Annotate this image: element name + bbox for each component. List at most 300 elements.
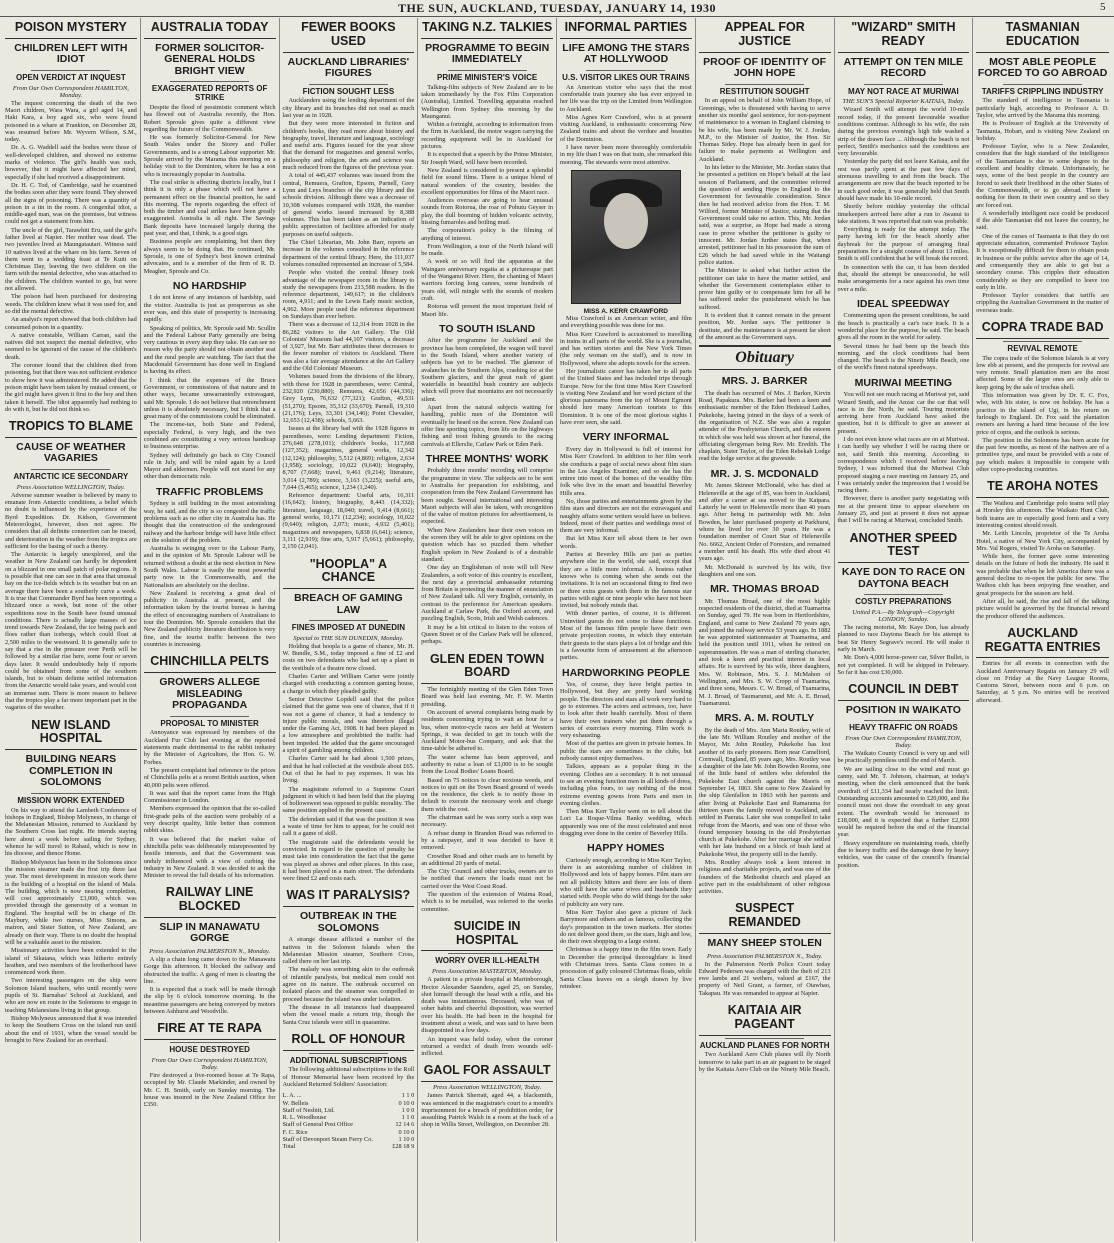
article-headline: FEWER BOOKS USED (283, 18, 415, 53)
divider-rule (864, 720, 943, 721)
article-subdeck: RESTITUTION SOUGHT (719, 86, 810, 96)
dateline: Press Association WELLINGTON, Today. (16, 483, 125, 491)
article-subdeck: AUCKLAND PLANES FOR NORTH (699, 1040, 830, 1050)
article (838, 529, 970, 676)
article-headline: GLEN EDEN TOWN BOARD (421, 650, 553, 685)
article (5, 417, 137, 712)
paragraph: Sydney is still building in the most astonishing way, he said, and the city is so congested the traffic problems such as no other city in Australia has. He thought that the construction of the underground railway and the harbour bridge will have little effect on the solution of the problem. (143, 500, 276, 544)
paragraph: Annoyance was expressed by members of the Auckland Fur Club last evening at the reported statements made detrimental to the rabbit industry by the Minister of Agriculture, the Hon. G. W. Forbes. (143, 729, 276, 766)
paragraph: The water scheme has been approved, and authority to raise a loan of £3,000 is to be sought from the Local Bodies' Loans Board. (421, 753, 553, 776)
article-headline: TROPICS TO BLAME (5, 417, 137, 438)
paragraph: New Zealand is considered to present a splendid field for sound films. There is a unique blend of natural wonders of the country, besides the excellent opportunities for films of the Maori race. (421, 166, 553, 196)
paragraph: Mr. James Skinner McDonald, who has died at Helensville at the age of 85, was born in Auckland, and after a career at sea moved to the Kaipara. Latterly he went to Helensville more than 40 years ago. After being in partnership with Mr. John Bowden, he later purchased property at Parkhurst, where he lived for over 30 years. He was a foundation member of Court Star of Helensville No. 6662, Ancient Order of Foresters, and remained a member until his death. His wife died about 41 years ago. (698, 482, 831, 563)
article (699, 582, 831, 707)
article-subdeck: HOUSE DESTROYED (169, 1045, 250, 1055)
paragraph: In an appeal on behalf of John William Hope, of Greenings, who is threatened with having to serve another six months' gaol sentence, for non-payment of maintenance to a woman in England claiming to be his wife, has been made by Mr. W. J. Jordan, M.P., to the Minister of Justice, the Hon. Sir Thomas Sidey. Hope has already been in gaol for failure to make payments at Wellington and Auckland. (698, 97, 831, 163)
article-body (283, 643, 415, 883)
paragraph: A native constable, William Carran, said the natives did not suspect the mental defective, who seemed to be ignorant of the cause of the children's death. (5, 331, 137, 361)
paragraph: The inquest concerning the death of the two Maori children, Wara Wara, a girl aged 14, and Haki Kara, a boy aged six, who were found poisoned in a whare at Frankton, on December 28, was resumed before Mr. Wyvern Wilson, S.M., today. (5, 99, 137, 144)
article-subdeck: MAY NOT RACE AT MURIWAI (848, 86, 959, 96)
paragraph: But they were more interested in fiction and children's books, they read more about history and biography, travel, literature and language, sociology and useful arts. Figures issued for the year show that the demand for magazines and general works, philosophy and religion, the arts and science was much reduced from the figures of the previous year. (282, 120, 415, 172)
article-subdeck: ADDITIONAL SUBSCRIPTIONS (289, 1055, 407, 1065)
divider-rule (309, 620, 388, 621)
paragraph: Fire destroyed a five-roomed house at Te Rapa, occupied by Mr. Claude Markinder, and owned by Mr. C. H. Smith, early on Sunday morning. The house was insured in the New Zealand Office for £350. (143, 1071, 276, 1109)
dateline: Press Association PALMERSTON N., Today. (706, 952, 823, 960)
article-headline: TASMANIAN EDUCATION (976, 18, 1109, 53)
paragraph: Professor Taylor considers that tariffs are crippling the Australian Government in the matter of overseas trade. (976, 292, 1109, 314)
paragraph: However, there is another party negotiating with me at the present time to appear elsewhere on January 25, and just at present it does not appear that I will be racing at Muriwai, concluded Smith. (837, 495, 970, 525)
paragraph: Issues at the library had with the 1928 figures in parentheses, were: Lending department: Fiction, 276,648 (278,101); children's books, 117,668 (127,352); magazines, general works, 12,342 (12,124); philosophy, 5,512 (4,869); religion, 2,634 (1,958); sociology, 10,022 (9,640); biography, 8,707 (7,668); travel, 9,461 (9,214); literature, 3,014 (2,789); science, 3,163 (3,225); useful arts, 7,644 (5,465); science, 1,234 (1,240). (282, 425, 415, 491)
section-subheading: MR. J. S. MCDONALD (710, 467, 819, 480)
divider-rule (725, 84, 804, 85)
article (144, 485, 276, 648)
paragraph: Miss Crawford is an American writer, and film and everything possible was done for me. (560, 314, 692, 330)
article-headline: SUSPECT REMANDED (699, 899, 831, 934)
paragraph: Several times he had been up the beach this morning, and the clock conditions had been changed. The beach is the Ninety Mile Beach, one of the world's finest natural speedways. (837, 342, 970, 372)
article-body (144, 956, 276, 1015)
article-body (976, 500, 1109, 620)
paragraph: Christmas is a happy time in the film town. Early in December the principal thoroughfare is lined with Christmas trees. Santa Claus comes in a procession of gaily coloured Christmas floats, while Santa Claus leaves on a sleigh drawn by live reindeer. (560, 946, 692, 990)
paragraph: A strange disease afflicted a number of the natives in the Solomon Islands when the Melanesian Mission steamer, Southern Cross, called there on her last trip. (282, 936, 415, 966)
article-headline: "HOOPLA" A CHANCE (283, 555, 415, 590)
paragraph: People who visited the central library took advantage of the newspaper room in the library to study the newspapers from 213,588 readers. In the reference department, 149,617; in the children's room, 4,911; and in the Lewis Eady music section, 4,962. More people used the reference department on Sundays than ever before. (282, 269, 415, 320)
article-headline: KAITAIA AIR PAGEANT (699, 1001, 831, 1036)
section-subheading: MURIWAI MEETING (854, 376, 953, 389)
article-body (699, 1051, 831, 1073)
article-body (421, 467, 553, 645)
article-headline: APPEAL FOR JUSTICE (699, 18, 831, 53)
paragraph: Professor Taylor, who is a New Zealander, considers that the high standard of the intelligence of the Tasmanians is due to some degree to the excellent and healthy climate. Unfortunately, he says, some of the best people in the country are forced to seek their livelihood in the other States of the Commonwealth, or to go abroad. There is nothing for them in their own country and so they are forced out. (976, 143, 1109, 209)
paragraph: Crowther Road and other roads are to benefit by an additional 20 yards of metal. (421, 852, 553, 867)
article (144, 883, 276, 1015)
section-subheading: NO HARDSHIP (172, 279, 247, 292)
table-row (283, 1129, 415, 1136)
paragraph: On account of several complaints being made by residents concerning trying to wait an hour for a bus, when motor-cycle races are held at Western Springs, it was decided to get in touch with the Auckland Motor-bus Company, and ask that the time-table be adhered to. (421, 708, 553, 753)
paragraph: Senior Detective Lopdell said that the police claimed that the game was one of chance, that if it was not a game of chance, it had a tendency to injure public morals, and was therefore illegal under the Gaming Act, 1908. It had been played in a low atmosphere and prohibited the traffic had been impeded. He added that the game encouraged a spirit of gambling among children. (282, 695, 415, 755)
paragraph: Volumes issued from the divisions of the library, with those for 1928 in parentheses, were: Central, 232,920 (230,880); Remuera, 42,656 (44,336); Grey Lynn, 76,632 (77,321); Grafton, 49,531 (51,270); Epsom, 35,312 (33,670); Parnell, 19,310 (21,176); Leys, 33,301 (34,146); Point Chevalier, 12,653 (12,438); schools, 5,663. (282, 373, 415, 425)
article (838, 376, 970, 525)
paragraph: Speaking of politics, Mr. Sproule said Mr. Scullin and the Federal Labour Party generally are being very cautious in every step they take. He can see no reason why the party should not obtain another seat and the rural people are watching. The fact that the Macdonald Government has done well in England is having its effect. (143, 324, 276, 376)
article-headline: "WIZARD" SMITH READY (838, 18, 970, 53)
paragraph: Curiously enough, according to Miss Kerr Taylor, there is an astonishing number of children in Hollywood and lots of happy homes. Film stars are not all publicity hitters and there are lots of them who still have the same wives and husbands they started with. People who do wild things for the sake of publicity are very rare. (560, 856, 692, 908)
paragraph: The Antarctic is largely unexplored, and the weather in New Zealand can hardly be dependent on a blizzard in one small patch of polar regions. It is possible that one can see in that area that unusual bay on the ice-fields which is its weather but on an average there have been a southerly curve a week. It is true that Commander Byrd has been reporting a blizzard once a week, but none of the other expeditions now in the South have found unusual conditions. There is actually large masses of ice trend towards New Zealand, the ice being pack and floes rather than icebergs, which could float at 2,500 miles to the westward. It is generally safe to say that a rise in the pressure over Perth will be followed by a similar rise here, some four or seven days later. It would undoubtedly help if reports could be obtained from some of the southern islands, but to obtain definite settled information from the Antarctic would take years, and would cost an immense sum. There is more reason to believe that the tropics play a far more important part in the vagaries of the weather. (5, 551, 137, 712)
paragraph: Entries for all events in connection with the Auckland Anniversary Regatta on January 29 will close on Friday at the Navy League Rooms, Customs Street, between noon and 6 p.m. on Saturday, at 5 p.m. No entries will be received afterward. (976, 660, 1109, 704)
paragraph: Charles Carter said he had about 1,500 prizes, and that he had collected at the vestibule about £65. Out of that he had to pay expenses. It was his living. (282, 755, 415, 785)
article (144, 18, 276, 275)
article-subdeck: WORRY OVER ILL-HEALTH (435, 956, 540, 966)
divider-rule (864, 594, 943, 595)
article-deck: LIFE AMONG THE STARS AT HOLLYWOOD (562, 41, 690, 66)
article (283, 1030, 415, 1088)
paragraph: Mr. Thomas Broad, one of the most highly respected residents of the district, died at Tuamarina on Sunday, aged 79. He was born in Hertfordshire, England, and came to New Zealand 70 years ago, and joined the railway service 53 years ago. In 1882 he was appointed stationmaster at Tuamarina, and held the position until 1911, when he retired on superannuation. He was a man of sterling character, and took a keen and practical interest in local affairs. He is survived by his wife, three daughters, Mrs. W. Robinson, Mrs. S. J. McMahon of Wellington, and Mrs. S. W. Cropp of Tuamarina, and three sons, Messrs. C. W. Broad, of Tuamarina, M. J. Broad, of Taumarunui, and Mr. A. E. Broad, Tuamarunui. (698, 597, 831, 707)
article-body (838, 106, 970, 292)
paragraph: Based on 75 notices to clear noxious weeds, and notices to quit on the Town Board ground of weeds on the residence, the clerk is to notify those in default to execute the necessary work and charge them with the cost. (421, 776, 553, 813)
paragraph: While here, the former gave some interesting details on the future of both the industry. He said it was probable that when he left America there was a general decline to re-open the public for new. The Waihou club has been enjoying fine weather, and great prospects for the season are held. (976, 553, 1109, 597)
paragraph: Reference department: Useful arts, 16,311 (16,642); history, biography, 8,443 (14,332); literature, language, 18,040; travel, 9,414 (8,661); general works, 10,171 (12,234); sociology, 10,022 (9,640); religion, 2,073; music, 4,932 (5,401); magazines and newspapers, 6,838 (6,641); science, 3,111 (2,919); fine arts, 5,917 (5,661); philosophy, 2,150 (2,041). (282, 492, 415, 551)
paragraph: On his way to attend the Lambeth Conference of bishops in England, Bishop Molyneux, in charge of the Melanesian Mission, returned to Auckland by the Southern Cross last night. He intends staying here about a week before sailing for Sydney, whence he will travel to Rabaul, which is now in his diocese, and thence Home. (5, 806, 137, 858)
article-body (5, 807, 137, 1045)
subscription-amount: 1 1 0 (401, 1092, 415, 1100)
paragraph: By the death of Mrs. Ann Maria Routley, wife of the late Mr. William Routley and mother of the Mayor, Mr. John Routley, Pukekohe has lost another of its early pioneers. Born near Camelford, Cornwall, England, 85 years ago, Mrs. Routley was a daughter of the late Mr. John Bowden Rooms, one of the little band of settlers who defended the Pukekohe East church against the Maoris on September 14, 1863. She came to New Zealand by the ship Glenfallon in 1863 with her parents and after living at Pukekohe East and Ramarama for thirteen years the family moved to Auckland, and settled in Paerata. Later she was compelled to take refuge from the Maoris, and was one of those who found temporary housing in the old Presbyterian church at Pukekohe. After her marriage she settled with her late husband on a block of bush land at Pukekohe West, the property still in the family. (698, 726, 831, 858)
article-body (976, 97, 1109, 314)
article-deck: KAYE DON TO RACE ON DAYTONA BEACH (841, 566, 965, 590)
paragraph: Heavy expenditure on maintaining roads, chiefly due to heavy traffic and the damage done by heavy vehicles, was the cause of the council's financial position. (837, 839, 970, 869)
article-body (144, 104, 276, 275)
paragraph: Missionary activities have been extended to the island of Sikaiana, which was hitherto entirely heathen, and two members of the brotherhood have commenced work there. (5, 947, 137, 977)
article (283, 18, 415, 551)
paragraph: The malady was something akin to the outbreak of infantile paralysis, but medical men could not agree on its nature. The outbreak occurred on isolated places and the steamer was compelled to proceed because the island was under isolation. (282, 966, 415, 1003)
article-body (283, 97, 415, 550)
paragraph: After all, he said, the rise and fall of the talking picture would be governed by the financial reward the producer offered the audiences. (976, 597, 1109, 620)
section-subheading: TO SOUTH ISLAND (439, 322, 536, 335)
paragraph: James Patrick Sherratt, aged 44, a blacksmith, was sentenced in the magistrate's court to a month's imprisonment for a breach of prohibition order, for assaulting Patrick Walsh in a room at the back of a shop in Willis Street, Wellington, on December 28. (421, 1092, 553, 1129)
paragraph: With dinner parties, of course, it is different. Uninvited guests do not come to these functions. Most of the famous film people have their own private projection rooms, in which they entertain their guests to the stars plays a lot of bridge and this is a favourite form of amusement at the afternoon parties. (560, 610, 692, 662)
column-2 (141, 18, 280, 1241)
article-deck: CHILDREN LEFT WITH IDIOT (14, 41, 128, 66)
section-subheading: TRAFFIC PROBLEMS (155, 485, 264, 498)
article-body (976, 660, 1109, 704)
article-headline: ROLL OF HONOUR (283, 1030, 415, 1051)
article-body (283, 936, 415, 1026)
portrait-photo (571, 170, 681, 304)
divider-rule (31, 70, 110, 71)
paragraph: Then Miss Kerr Taylor went on to tell about the Lori La Roque-Vilma Banky wedding, which apparently was one of the most celebrated and most dragging ever done in the centre of Beverley Hills. (560, 808, 692, 837)
subscriber-name: Staff of Nesbitt, Ltd. (282, 1106, 335, 1114)
paragraph: Two Auckland Aero Club planes will fly North tomorrow to take part in an air pageant to be staged by the Kaitaia Aero Club on the Ninety Mile Beach. (698, 1051, 831, 1073)
paragraph: Commenting upon the present conditions, he said the beach is practically a car's race track. It is a wonderful place for the purpose, he said. The beach gives all the room in the world for safety. (837, 312, 970, 342)
section-subheading: THREE MONTHS' WORK (425, 452, 549, 465)
table-row (283, 1114, 415, 1121)
article-body (144, 729, 276, 879)
article-deck: SLIP IN MANAWATU GORGE (159, 920, 260, 945)
paragraph: The following additional subscriptions to the Roll of Honour Memorial have been received by the Auckland Returned Soldiers' Association: (282, 1066, 415, 1088)
article (144, 279, 276, 481)
paragraph: A slip a chain long came down to the Manawatu Gorge this afternoon. It blocked the railway and obstructed the traffic. A gang of men is clearing the line. (143, 955, 276, 985)
paragraph: Despite the flood of pessimistic comment which has flowed out of Australia recently, the Hon. Robert Sproule gives quite a different view regarding the future of the Commonwealth. (143, 103, 276, 133)
paragraph: A total of 445,437 volumes was issued from the central, Remuera, Grafton, Epsom, Parnell, Grey Lynn and Leys branches of the city library and the schools division. Although there was a decrease of 10,308 volumes compared with 1928, the number of general works issued increased by 8,388 volumes. This has been taken as an indication of public appreciation of facilities afforded for study purposes on useful subjects. (282, 172, 415, 238)
article-subdeck: TARIFFS CRIPPLING INDUSTRY (981, 86, 1104, 96)
article-headline: FIRE AT TE RAPA (144, 1019, 276, 1040)
article-headline: TE AROHA NOTES (976, 477, 1109, 498)
paragraph: Everything is ready for the attempt today. The party having left for the beach shortly after daybreak for the purpose of arranging final preparations for a straight course of about 13 miles. Smith is still confident that he will break the record. (837, 226, 970, 263)
article (838, 680, 970, 869)
divider-rule (864, 84, 943, 85)
article-headline: SUICIDE IN HOSPITAL (421, 917, 553, 952)
paragraph: Two interesting passengers on the ship were Solomon Island teachers, who until recently were pupils of St. Barnabas' School at Auckland, and who are now en route to the Solomons to engage in teaching Melanesians living in that group. (5, 977, 137, 1014)
article-body (838, 391, 970, 524)
paragraph: The defendant said if that was the position it was a waste of time for him to appear, for he could not call it a game of skill. (282, 815, 415, 838)
article (699, 467, 831, 578)
paragraph: Talkies, appears as a popular thing in the evening. Clothes are a secondary. It is not unusual to see an evening function men in all kinds of dress, including plus fours, to say nothing of the most extreme evening gowns from Paris and men in evening clothes. (560, 763, 692, 807)
paragraph: The racing motorist, Mr. Kaye Don, has already planned to race Daytona Beach for his attempt to beat Sir Henry Segrave's record. He will make it early in March. (837, 624, 970, 653)
paragraph: The copra trade of the Solomon Islands is at very low ebb at present, and the prospects for revival are very remote. Small plantation men are the most affected. Some of the larger ones are only able to keep going by the sale of trochus shell. (976, 354, 1109, 391)
article-subdeck: PROPOSAL TO MINISTER (160, 718, 259, 728)
article-body (421, 686, 553, 913)
article (976, 18, 1109, 314)
article-deck: GROWERS ALLEGE MISLEADING PROPAGANDA (159, 676, 260, 712)
article (699, 899, 831, 997)
subscription-amount: 1 0 0 (401, 1106, 415, 1114)
article (283, 555, 415, 883)
paragraph: A patient in a private hospital at Martinborough, Hector Alexander Saunders, aged 25, on Sunday, shot himself through the head with a rifle, and his death was instantaneous. Deceased, who was of sober habits and cheerful disposition, was worried over his health. He had been in the hospital for treatment about a week, and was said to have been disappointed in a few days. (421, 976, 553, 1035)
article-body (421, 976, 553, 1057)
divider-rule (170, 81, 249, 82)
section-subheading: IDEAL SPEEDWAY (856, 297, 950, 310)
divider-rule (586, 70, 665, 71)
dateline: From Our Own Correspondent HAMILTON, Today. (845, 735, 962, 750)
table-row (283, 1092, 415, 1099)
paragraph: There was a decrease of 12,314 from 1928 in the 86,282 visitors to the Art Gallery. The Old Colonists' Museum had 44,107 visitors, a decrease of 3,927, but Mr. Barr attributes these decreases to the fewer number of visitors to Auckland. There was also a fair average attendance at the Art Gallery and the Old Colonists' Museum. (282, 321, 415, 373)
paragraph: An inquest was held today, when the coroner returned a verdict of death from wounds self-inflicted. (421, 1035, 553, 1058)
subscription-amount: 1 10 0 (398, 1136, 415, 1144)
article (421, 322, 553, 448)
article-deck: AUCKLAND LIBRARIES' FIGURES (287, 55, 410, 80)
paragraph: Miss Agnes Kerr Crawford, who is at present visiting Auckland, is enthusiastic concerning New Zealand trains and about the verdure and beauties of the Dominion. (560, 113, 692, 143)
paragraph: It was said that the report came from the High Commissioner in London. (143, 789, 276, 805)
article (5, 716, 137, 1044)
paragraph: The question of the extension of Waima Road, which is to be metalled, was referred to the works committee. (421, 891, 553, 913)
article-subdeck: FICTION SOUGHT LESS (302, 86, 395, 96)
article-deck: CAUSE OF WEATHER VAGARIES (16, 440, 126, 465)
paragraph: Business people are complaining, but then they always seem to be doing that. He continued, Mr. Sproule, is one of Sydney's best known criminal advocates, and is a member of the firm of R. D. Meagher, Sproule and Co. (143, 238, 276, 275)
article-body (5, 100, 137, 413)
article-body (699, 727, 831, 896)
paragraph: Mr. Leith Lincoln, proprietor of the Te Aroha Hotel, a native of New York City, accompanied by Mrs. Val Rogers, visited Te Aroha on Saturday. (976, 530, 1109, 552)
subscriber-name: F. C. Rice (282, 1128, 308, 1136)
article (699, 345, 831, 370)
article (699, 18, 831, 341)
article-headline: AUSTRALIA TODAY (144, 18, 276, 39)
article (144, 652, 276, 879)
article-body (976, 355, 1109, 474)
obituary-heading: Obituary (699, 345, 831, 370)
paragraph: Aucklanders using the lending department of the city library and its branches did not read as much last year as in 1928. (282, 97, 415, 119)
paragraph: The income-tax, both State and Federal, especially Federal, is very high, and the two combined are constituting a very serious handicap to business enterprise. (143, 421, 276, 451)
dateline: THE SUN'S Special Reporter KAITAIA, Today. (842, 98, 965, 106)
paragraph: You will not see much racing at Muriwai yet, said Wizard Smith, and the Anzac car the car that will race is in the North, he said. Touring motorists arriving here from Auckland have asked the question, but it is difficult to give an answer at present. (837, 391, 970, 435)
subscription-amount: 0 10 0 (398, 1099, 415, 1107)
article-body (560, 681, 692, 837)
paragraph: The City Council and other trucks, owners are to be notified that owners the loads must not be carried over the West Coast Road. (421, 868, 553, 890)
photo-caption: MISS A. KERR CRAWFORD (583, 307, 668, 315)
dateline: United P.A.—By Telegraph—Copyright LONDON, Sunday. (852, 609, 955, 624)
paragraph: Parties at Beverley Hills are just as parties anywhere else in the world, she said, except that they are a little more informal. A hostess rather knows who is coming when she sends out the invitations. It is not an occasional thing to find two or three extra guests with them in the famous star parties with eight or nine people who have not been invited, but nobody minds that. (560, 551, 692, 610)
paragraph: From Wellington, a tour of the North Island will be made. (421, 242, 553, 258)
paragraph: Most of the parties are given in private homes. In public the stars are sometimes in the clubs, but nobody cannot enjoy themselves. (560, 740, 692, 763)
article-body (699, 97, 831, 341)
dateline: From Our Own Correspondent HAMILTON, Monday. (12, 84, 129, 99)
paragraph: The coroner found that the children died from poisoning, but that there was not sufficient evidence to show how it was administered. He added that the poison might have been taken by mutual consent, or the girl might have given it first to the boy and then taken it herself. The idiot apparently had nothing to do with it, but he did not think so. (5, 362, 137, 413)
article-headline: COPRA TRADE BAD (976, 318, 1109, 339)
article-headline: AUCKLAND REGATTA ENTRIES (976, 624, 1109, 659)
paragraph: Australia is swinging over to the Labour Party, and in the opinion of Mr. Sproule Labour will be returned without a doubt at the next election in New South Wales. Labour is easily the most powerful party now in the Commonwealth, and the Nationalists are absolutely on the decline. (143, 545, 276, 589)
article (976, 318, 1109, 473)
divider-rule (1003, 84, 1083, 85)
article (283, 886, 415, 1025)
paragraph: I do not even know what races are on at Muriwai. I can hardly say whether I will be racing there or not, said Smith this morning. According to correspondence which I received before leaving Sydney, I was informed that the Muriwai Club proposed staging a race meeting on January 25, and I was certainly under the impression that I would be racing there. (837, 436, 970, 495)
subscriber-name: Staff of General Post Office (282, 1121, 353, 1129)
paragraph: Mrs. Routley always took a keen interest in religious and charitable projects, and was one of the founders of the Methodist church and played an active part in the establishment of other religious activities. (698, 859, 831, 896)
section-subheading: MRS. A. M. ROUTLY (715, 712, 815, 725)
article-headline: GAOL FOR ASSAULT (421, 1061, 553, 1082)
subscriber-name: Total (282, 1143, 296, 1151)
paragraph: Shortly before midday yesterday the official timekeepers arrived here after a run to Awanui to take stations. It was reported that rain was probable. (837, 203, 970, 225)
paragraph: But let Miss Kerr tell about them in her own words. (560, 535, 692, 550)
paragraph: Rotorua will present the most important field of Maori life. (421, 303, 553, 318)
paragraph: The death has occurred of Mrs. J. Barker, Kirvin Road, Papakura. Mrs. Barker had been a keen and enthusiastic member of the Eden Hedstead Ladies, Pukekohe, having joined in the days of a week of the organisation of N.Z. She was also a regular attender of the Presbyterian Church, and the esteem in which she was held was shown at her funeral, the officiating clergyman being Rev. Mr. Eredith. The chaplain, Sister Taylor, of the Eden Rebekah Lodge read the lodge service at the graveside. (698, 389, 831, 463)
divider-rule (31, 793, 110, 794)
article-body (838, 750, 970, 869)
article-body (421, 337, 553, 447)
subscription-amount: 0 10 0 (398, 1128, 415, 1136)
column-4 (418, 18, 557, 1241)
article-subdeck: MISSION WORK EXTENDED (17, 795, 125, 805)
paragraph: Every day in Hollywood is full of interest for Miss Kerr Crawford. In addition to her film work she conducts a page of social news about film stars in the Los Angeles Examiner, and so she has the entree into most of the homes of the wealthy film folk who live in the smart and beautiful Beverley Hills area. (560, 445, 692, 497)
subscriber-name: R. L. Woodhouse (282, 1114, 327, 1122)
article-body (838, 624, 970, 676)
column-5 (557, 18, 696, 1241)
paragraph: The coal strike is affecting districts locally, but I think it is only a phase which will not have a permanent effect on the financial position, he said this morning. The reports regarding the effect of both the timber and coal strikes have been greatly exaggerated. Australia is all right. The Savings Bank deposits have increased largely during the past year, and that, I think, is a good sign. (143, 178, 276, 238)
divider-rule (170, 1042, 249, 1043)
article-deck: OUTBREAK IN THE SOLOMONS (299, 910, 397, 934)
paragraph: He was formerly Solicitor-General for New South Wales under the Storey and Fuller Governments, and is a strong Labour supporter. Mr. Sproule arrived by the Marama this morning on a holiday visit to the Dominion, where he has a son who is increasingly popular in Australia. (143, 134, 276, 178)
article-headline: RAILWAY LINE BLOCKED (144, 883, 276, 918)
table-row (283, 1107, 415, 1114)
article-headline: POISON MYSTERY (5, 18, 137, 39)
paragraph: The magistrate referred to a Supreme Court judgment in which it had been held that the playing of hollowsweet was opposed to public morality. The same position applied in the present case. (282, 785, 415, 815)
paragraph: We are sailing close to the wind and must go canny, said Mr. T. Johnson, chairman, at today's meeting, when the clerk announced that the bank overdraft of £11,334 had nearly reached the limit. Outstanding accounts amounted to £20,000, and the council must not draw the overdraft to any great extent. The overdraft would be increased to £18,000, and it is expected that a further £2,000 would be required before the end of the financial year. (837, 765, 970, 839)
subscriptions-table (283, 1092, 415, 1150)
paragraph: The chairman said he was sorry such a step was necessary. (421, 814, 553, 829)
paragraph: New Zealand is receiving a great deal of publicity in Australia at present, and the information taken by the tourist bureau is having the effect of encouraging numbers of Australians to tour the Dominion. Mr. Sproule considers that the New Zealand publicity literature distribution is very fine, and the tourist traffic between the two countries is increasing. (143, 589, 276, 648)
paragraph: The fortnightly meeting of the Glen Eden Town Board was held last evening, Mr. F. W. Martin presiding. (421, 686, 553, 708)
article-headline: INFORMAL PARTIES (560, 18, 692, 39)
article-deck: FORMER SOLICITOR-GENERAL HOLDS BRIGHT VIEW (155, 41, 265, 77)
column-6 (696, 18, 835, 1241)
page-number: 5 (1100, 1, 1106, 13)
article-subdeck: COSTLY PREPARATIONS (855, 597, 952, 607)
article (144, 1019, 276, 1108)
dateline: Press Association PALMERSTON N., Monday. (149, 947, 271, 955)
article (699, 1001, 831, 1073)
divider-rule (309, 84, 388, 85)
article-subdeck: FINES IMPOSED AT DUNEDIN (291, 623, 406, 633)
paragraph: The disease in all instances had disappeared when the vessel made a return trip, though the Santa Cruz islands were still in quarantine. (282, 1003, 415, 1026)
article-deck: MOST ABLE PEOPLE FORCED TO GO ABROAD (977, 55, 1108, 80)
masthead-title: THE SUN, AUCKLAND, TUESDAY, JANUARY 14, 1930 (397, 1, 717, 15)
subscription-amount: £28 18 9 (392, 1143, 415, 1151)
paragraph: No, those parties and entertainments given by the film stars and directors are not the extravagant and naughty affairs some writers would have us believe. Indeed, most of their parties and weddings most of them are very informal. (560, 497, 692, 535)
subscriber-name: Staff of Devonport Steam Ferry Co. (282, 1136, 373, 1144)
paragraph: It was believed that the market value of chinchilla pelts was deliberately misrepresented by hostile interests, and that the Government was unduly influenced with a view of curbing the industry in New Zealand. It was decided to ask the Minister to reveal the full details of his information. (143, 835, 276, 880)
paragraph: Charles Carter and William Carter were jointly charged with conducting a common gaming house, a charge to which they pleaded guilty. (282, 673, 415, 695)
table-row (283, 1136, 415, 1143)
paragraph: Holding that hoopla is a game of chance, Mr. H. W. Bundle, S.M., today imposed a fine of £2 and costs on two defendants who had set up a plant in the vestibule of a theatre now closed. (282, 642, 415, 672)
column-8 (973, 18, 1112, 1241)
paragraph: It is expected that a speech by the Prime Minister, Sir Joseph Ward, will have been recorded. (421, 151, 553, 166)
article (699, 374, 831, 463)
paragraph: Miss Kerr Crawford is accustomed to travelling in trains in all parts of the world. She is a journalist, and has written stories and the New York Times (the only woman on the staff), and is now in Hollywood, where she adopts novels for the screen. (560, 330, 692, 367)
dateline: Press Association MASTERTON, Monday. (432, 968, 543, 976)
paragraph: Sydney will definitely go back to City Council rule in July, and will be ruled again by a Lord Mayor and aldermen. People will not stand for any other than democratic rule. (143, 451, 276, 481)
article (976, 477, 1109, 620)
paragraph: Apart from the natural subjects waiting for handling, public men of the Dominion will eventually be heard on the screen. New Zealand can offer fine sporting topics, from life on the highways fishing and trout fishing grounds to the racing carnivals at Ellerslie, Carlaw Park or Eden Park. (421, 404, 553, 448)
article-headline: CHINCHILLA PELTS (144, 652, 276, 673)
divider-rule (31, 469, 110, 470)
paragraph: Talking-film subjects of New Zealand are to be taken immediately by the Fox Film Corporation (Australia), Limited. Travelling apparatus reached Wellington from Sydney this morning by the Maunganui. (421, 83, 553, 120)
subscriber-name: W. Belleis (282, 1099, 309, 1107)
table-row (283, 1143, 415, 1150)
paragraph: Probably three months' recording will comprise the programme in view. The subjects are to be sent to Australia for preparation for exhibiting, and cooperation from the New Zealand Government has been sought. Several international and interesting Maori subjects will also be taken, with recognition of the value of motion pictures for advertisement, is expected. (421, 467, 553, 526)
article-headline: ANOTHER SPEED TEST (838, 529, 970, 564)
article-body (838, 312, 970, 371)
article (5, 18, 137, 413)
paragraph: It may be a bit critical to listen to the voices of Queen Street or of the Carlaw Park will be silenced, perhaps. (421, 623, 553, 646)
subscription-amount: 12 14 6 (395, 1121, 415, 1129)
article-subdeck: OPEN VERDICT AT INQUEST (15, 72, 126, 82)
divider-rule (1003, 341, 1083, 342)
paragraph: In his letter to the Minister, Mr. Jordan states that he presented a petition on Hope's behalf at the last session of Parliament, and the committee referred the question of sending Hope to England to the Government for favourable consideration. Since then he had received advice from the Hon. T. M. Wilford, former Minister of Justice, stating that the Government could take no action. This, Mr. Jordan said, was a surprise, as Hope had made a strong case to prove whether the petitioner is guilty or innocent. Mr. Jordan further states that, when arrested, petitioner had in his possession the sum of £26 which he had saved while in the Waitangi police station. (698, 164, 831, 266)
article (421, 650, 553, 913)
paragraph: One of the curses of Tasmania is that they do not appreciate education, commented Professor Taylor. It is exceptionally difficult for them to obtain posts in business or the public service after the age of 14, and consequently they are able to get but a secondary course. This cripples their education considerably as they are compelled to leave too early in life. (976, 232, 1109, 291)
article (560, 666, 692, 838)
section-subheading: MRS. J. BARKER (721, 375, 808, 388)
paragraph: In connection with the car, it has been decided that, should the attempt be unsuccessful, he will make arrangements for a race against his own time over a mile. (837, 263, 970, 293)
article-deck: BUILDING NEARS COMPLETION IN SOLOMONS (25, 753, 117, 789)
paragraph: The corporation's policy is the filming of anything of interest. (421, 227, 553, 242)
article (838, 297, 970, 372)
paragraph: The Minister is asked what further action the petitioner can take to have the matter settled, and whether the Government contemplates either to prove him guilty or to compensate him for all he has suffered under the punishment which he has suffered. (698, 267, 831, 311)
paragraph: Yesterday the party did not leave Kaitaia, and the rest was partly spent at the past few days of strenuous travelling to and from the beach. The arrangements are now that the beach reported to be in such good order, it was generally held that Smith should have made his 10-mile record. (837, 158, 970, 202)
article-body (699, 961, 831, 997)
column-7 (835, 18, 974, 1241)
article (421, 452, 553, 646)
paragraph: The standard of intelligence in Tasmania is particularly high, according to Professor A. D. Taylor, who arrived by the Marama this morning. (976, 97, 1109, 119)
dateline: From Our Own Correspondent HAMILTON, Today. (151, 1056, 268, 1071)
article-subdeck: HEAVY TRAFFIC ON ROADS (849, 723, 958, 733)
article-deck: ATTEMPT ON TEN MILE RECORD (843, 55, 964, 80)
article-body (5, 492, 137, 712)
article-body (699, 482, 831, 578)
article-body (144, 294, 276, 480)
paragraph: In the Palmerston North Police Court today Edward Pedersen was charged with the theft of 213 ewe lambs and 21 wethers, valued at £167, the property of Neil Grant, a farmer, of Otawhao, Takapau. He was remanded to appear at Napier. (698, 960, 831, 997)
paragraph: I do not know of any instances of hardship, said the visitor. Australia is just as prosperous as she ever was, and this state of prosperity is increasing rapidly. (143, 294, 276, 324)
paragraph: Mr. Don's 4,000 horse-power car, Silver Bullet, is not yet completed. It will be shipped in February. So far it has cost £30,000. (837, 654, 970, 676)
article-subdeck: EXAGGERATED REPORTS OF STRIKE (151, 84, 268, 103)
article (421, 917, 553, 1058)
face-shape (604, 193, 648, 249)
article-body (421, 1092, 553, 1128)
subscriber-name: L. A. ... (282, 1092, 302, 1100)
divider-rule (170, 716, 249, 717)
paragraph: He is Professor of English at the University of Tasmania, Hobart, and is visiting New Zealand on holiday. (976, 120, 1109, 142)
paragraph: The magistrate said the defendants would be convicted. In regard to the question of penalty he must take into consideration the fact that the game was played as shows and other places. In this case, it had been played in a main street. The defendants were fined £2 and costs each. (282, 838, 415, 883)
paragraph: After the programme for Auckland and the province has been completed, the wagon will travel to the South Island, where another variety of subjects has yet to be reached. The glamour of avalanches in the Southern Alps, crashing ice at the Southern glaciers, and the great rush of giant waterfalls in beautiful bush country are subjects which will prove that mountains are not necessarily silent. (421, 337, 553, 403)
article (560, 430, 692, 661)
article-deck: BREACH OF GAMING LAW (294, 592, 403, 616)
paragraph: Audiences overseas are going to hear unusual sounds from Rotorua, the roar of Pohutu Geyser in play, the dull booming of hidden volcanic activity, hissing fumaroles and boiling mud. (421, 197, 553, 226)
paragraph: The Waihou and Cambridge polo teams will play at Horsley this afternoon. The Waikato Hunt Club, both teams are in especially good form and a very interesting contest should result. (976, 500, 1109, 529)
paragraph: Dr. A. G. Waddell said the bodies were those of well-developed children, and showed no extreme marks of violence. The girl's health was such, however, that it might have affected her mind, especially if she had received a disappointment. (5, 144, 137, 181)
article-body (144, 500, 276, 648)
article-body (144, 1072, 276, 1108)
article-subdeck: REVIVAL REMOTE (1007, 343, 1078, 353)
dateline: Press Association WELLINGTON, Today. (433, 1084, 542, 1092)
paragraph: Adverse summer weather is believed by many to emanate from Antarctic conditions, a belief which no doubt is influenced by the experience of the Byrd Expedition. Dr. Kidson, Government Meteorologist, however, does not agree. He considers that all definite connection can be traced, and deterioration in the weather from the tropics are sufficient for the basing of such a theory. (5, 491, 137, 550)
article-body (560, 446, 692, 662)
article (699, 711, 831, 895)
paragraph: Wizard Smith will attempt the world 10-mile record today, if the present favourable weather conditions continue. Although to his wife, the rain during the previous evening's high tide washed a strip of the drawn face ... Although the beach is not perfect, Smith's mechanics said the conditions are very favourable. (837, 106, 970, 158)
